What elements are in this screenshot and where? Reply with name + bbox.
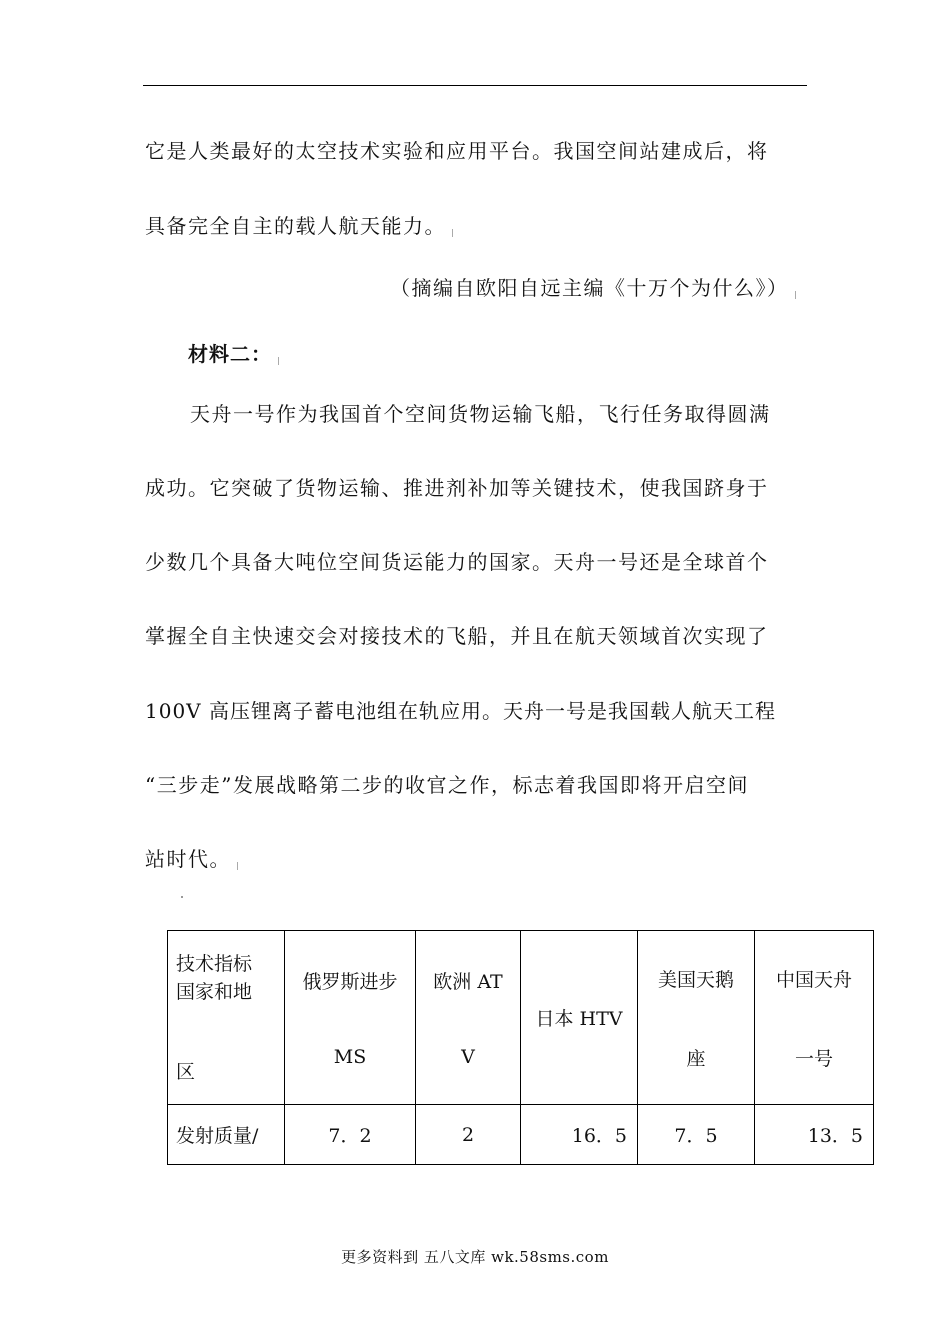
spec-table — [167, 930, 874, 1165]
header-rule — [143, 85, 807, 86]
table-cell: 7．5 — [638, 1105, 755, 1165]
row-label: 发射质量/ — [168, 1105, 285, 1165]
paragraph-line: “三步走”发展战略第二步的收官之作，标志着我国即将开启空间 — [145, 773, 749, 797]
header-label: 日本 HTV — [535, 1008, 623, 1030]
table-cell: 7．2 — [285, 1105, 416, 1165]
header-label: 中国天舟 — [775, 968, 852, 991]
table-corner-cell — [168, 931, 285, 1105]
paragraph-line: 天舟一号作为我国首个空间货物运输飞船，飞行任务取得圆满 — [190, 402, 771, 426]
paragraph-mark-icon — [181, 896, 183, 898]
paragraph-mark-icon — [278, 357, 283, 365]
paragraph-line: 它是人类最好的太空技术实验和应用平台。我国空间站建成后，将 — [145, 139, 769, 163]
header-label: V — [461, 1046, 475, 1068]
header-label: MS — [333, 1046, 367, 1068]
header-label: 美国天鹅 — [657, 968, 734, 991]
table-row — [168, 1105, 874, 1165]
section-title: 材料二： — [188, 340, 283, 368]
paragraph-line: 100V 高压锂离子蓄电池组在轨应用。天舟一号是我国载人航天工程 — [145, 699, 776, 723]
table-header-cell — [285, 931, 416, 1105]
header-label: 一号 — [794, 1047, 833, 1070]
table-header-cell — [638, 931, 755, 1105]
table-header-row — [168, 931, 874, 1105]
paragraph-line: 站时代。 — [145, 845, 242, 873]
header-label: 欧洲 AT — [433, 971, 503, 993]
table-cell: 16．5 — [521, 1105, 638, 1165]
paragraph-mark-icon — [795, 291, 800, 299]
corner-label: 技术指标 — [176, 952, 253, 975]
table-header-cell — [755, 931, 874, 1105]
table-header-cell — [416, 931, 521, 1105]
source-citation: （摘编自欧阳自远主编《十万个为什么》） — [390, 274, 800, 302]
paragraph-line: 成功。它突破了货物运输、推进剂补加等关键技术，使我国跻身于 — [145, 476, 769, 500]
corner-label: 区 — [176, 1060, 196, 1083]
paragraph-mark-icon — [452, 229, 457, 237]
table-header-cell — [521, 931, 638, 1105]
paragraph-line: 掌握全自主快速交会对接技术的飞船，并且在航天领域首次实现了 — [145, 624, 769, 648]
page-footer: 更多资料到 五八文库 wk.58sms.com — [341, 1248, 609, 1266]
header-label: 座 — [686, 1047, 706, 1070]
header-label: 俄罗斯进步 — [302, 971, 398, 993]
paragraph-line: 少数几个具备大吨位空间货运能力的国家。天舟一号还是全球首个 — [145, 550, 769, 574]
corner-label: 国家和地 — [176, 980, 253, 1003]
table-cell: 13．5 — [755, 1105, 874, 1165]
paragraph-mark-icon — [237, 862, 242, 870]
paragraph-line: 具备完全自主的载人航天能力。 — [145, 212, 457, 240]
table-cell: 2 — [416, 1105, 521, 1165]
